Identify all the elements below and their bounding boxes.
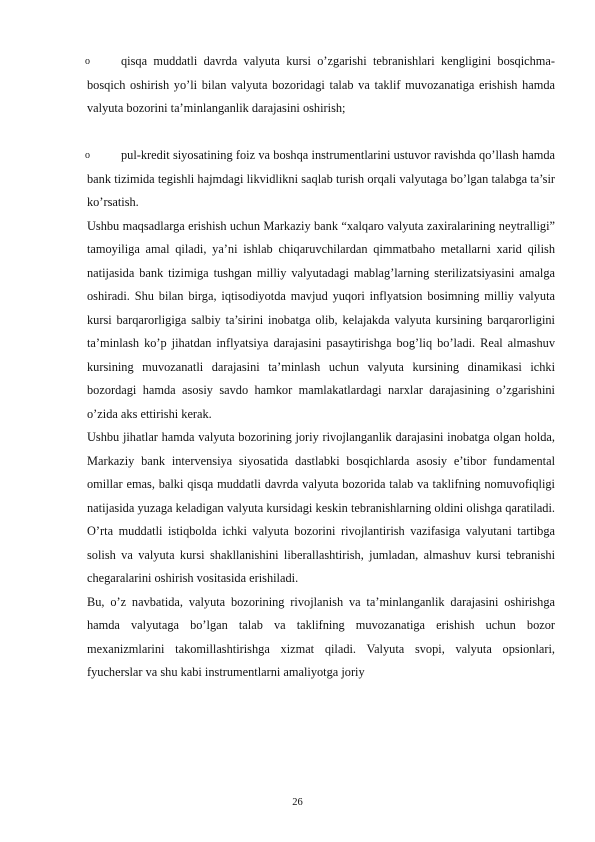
body-paragraph: Ushbu jihatlar hamda valyuta bozorining joriy rivojlanganlik darajasini inobatga olgan holda, Markaziy bank intervensiya siyosatida dastlabki bosqichlarda asosiy e’tibor fundamental omillar emas, balki qisqa muddatli davrda valyuta bozorida talab va taklifning nomuvofiqligi natijasida yuzaga keladigan valyuta kursidagi keskin tebranishlarning oldini olishga qaratiladi. O’rta muddatli istiqbolda ichki valyuta bozorini rivojlantirish vazifasiga valyutani tartibga solish va valyuta kursi shakllanishini liberallashtirish, jumladan, almashuv kursi tebranishi chegaralarini oshirish vositasida erishiladi. <box>87 430 555 585</box>
page-number: 26 <box>292 797 303 808</box>
body-paragraph: Bu, o’z navbatida, valyuta bozorining rivojlanish va ta’minlanganlik darajasini oshirishga hamda valyutaga bo’lgan talab va taklifning muvozanatiga erishish uchun bozor mexanizmlarini takomillashtirishga xizmat qiladi. Valyuta svopi, valyuta opsionlari, fyucherslar va shu kabi instrumentlarni amaliyotga joriy <box>87 594 555 679</box>
bullet-text: qisqa muddatli davrda valyuta kursi o’zgarishi tebranishlari kengligini bosqichma-bosqich oshirish yo’li bilan valyuta bozoridagi talab va taklif muvozanatiga erishish hamda valyuta bozorini ta’minlanganlik darajasini oshirish; <box>87 54 555 115</box>
bullet-item <box>87 50 555 121</box>
body-paragraph: Ushbu maqsadlarga erishish uchun Markaziy bank “xalqaro valyuta zaxiralarining neytralligi” tamoyiliga amal qiladi, ya’ni ishlab chiqaruvchilardan qimmatbaho metallarni xarid qilish natijasida bank tizimiga tushgan milliy valyutadagi mablag’larning sterilizatsiyasini amalga oshiradi. Shu bilan birga, iqtisodiyotda mavjud yuqori inflyatsion bosimning milliy valyuta kursi barqarorligiga salbiy ta’sirini inobatga olib, kelajakda valyuta kursining barqarorligini ta’minlash ko’p jihatdan inflyatsiya darajasini pasaytirishga bog’liq bo’ladi. Real almashuv kursining muvozanatli darajasini ta’minlash uchun valyuta kursining dinamikasi ichki bozordagi hamda asosiy savdo hamkor mamlakatlardagi narxlar darajasining o’zgarishini o’zida aks ettirishi kerak. <box>87 218 555 421</box>
bullet-marker-icon: o <box>85 56 90 67</box>
bullet-text: pul-kredit siyosatining foiz va boshqa instrumentlarini ustuvor ravishda qo’llash hamda bank tizimida tegishli hajmdagi likvidlikni saqlab turish orqali valyutaga bo’lgan talabga ta’sir ko’rsatish. <box>87 148 555 209</box>
bullet-item <box>87 144 555 215</box>
bullet-marker-icon: o <box>85 150 90 161</box>
document-page <box>87 50 555 685</box>
